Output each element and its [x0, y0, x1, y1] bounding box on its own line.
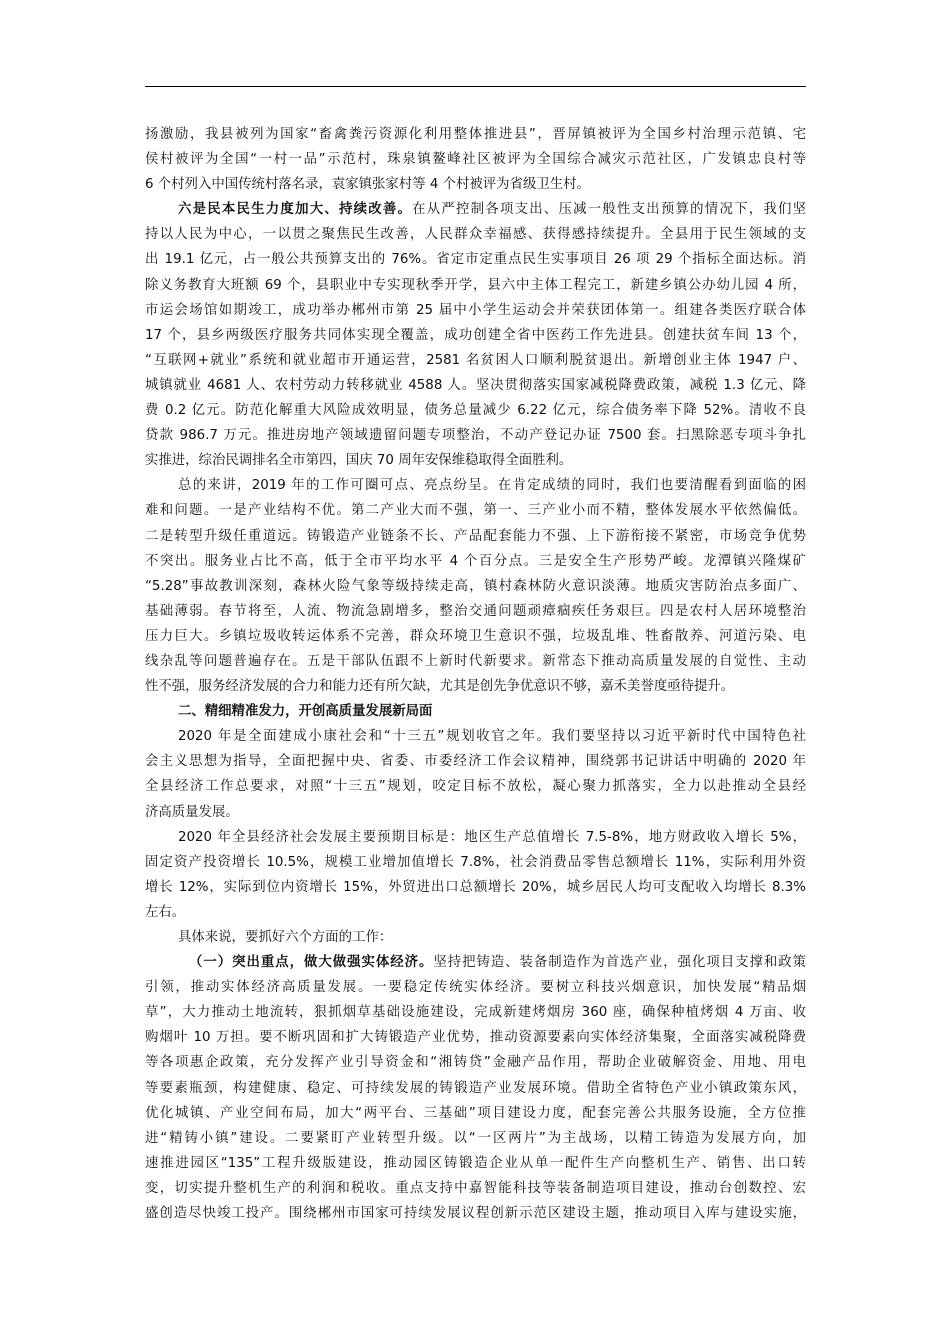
text-line: 速推进园区“135”工程升级版建设，推动园区铸锻造企业从单一配件生产向整机生产、销售、出口转 [145, 1155, 806, 1171]
text-line: 费 0.2 亿元。防范化解重大风险成效明显，债务总量减少 6.22 亿元，综合债务率下降 52%。清收不良 [145, 403, 806, 419]
paragraph-1 [145, 122, 806, 197]
text-line: 城镇就业 4681 人、农村劳动力转移就业 4588 人。坚决贯彻落实国家减税降费政策，减税 1.3 亿元、降 [145, 377, 806, 393]
text-line: 购烟叶 10 万担。要不断巩固和扩大铸锻造产业优势，推动资源要素向实体经济集聚，全面落实减税降费 [145, 1030, 806, 1046]
paragraph-2020 [145, 724, 806, 824]
text-line: 扬激励，我县被列为国家“畜禽粪污资源化利用整体推进县”，晋屏镇被评为全国乡村治理示范镇、宅 [145, 127, 806, 142]
text-line: 出 19.1 亿元，占一般公共预算支出的 76%。省定市定重点民生实事项目 26 项 29 个指标全面达标。消 [145, 252, 806, 268]
text-line: 等要素瓶颈，构建健康、稳定、可持续发展的铸锻造产业发展环境。借助全省特色产业小镇政策东风， [145, 1080, 806, 1096]
paragraph-real-economy [145, 950, 806, 1226]
text-line: 市运会场馆如期竣工，成功举办郴州市第 25 届中小学生运动会并荣获团体第一。组建各类医疗联合体 [145, 302, 806, 318]
paragraph-livelihood [145, 197, 806, 473]
text-line: 增长 12%，实际到位内资增长 15%，外贸进出口总额增长 20%，城乡居民人均可支配收入均增长 8.3% [145, 879, 806, 895]
text-line: 草”，大力推动土地流转，狠抓烟草基础设施建设，完成新建烤烟房 360 座，确保种植烤烟 4 万亩、收 [145, 1005, 806, 1021]
text-line: 等各项惠企政策，充分发挥产业引导资金和“湘铸贷”金融产品作用，帮助企业破解资金、用地、用电 [145, 1055, 806, 1071]
text-line: 优化城镇、产业空间布局，加大“两平台、三基础”项目建设力度，配套完善公共服务设施，全方位推 [145, 1105, 806, 1121]
text-line: 固定资产投资增长 10.5%，规模工业增加值增长 7.8%，社会消费品零售总额增长 11%，实际利用外资 [145, 854, 806, 870]
text-line: 引领，推动实体经济高质量发展。一要稳定传统实体经济。要树立科技兴烟意识，加快发展“精品烟 [145, 980, 806, 996]
text-line: “互联网+就业”系统和就业超市开通运营，2581 名贫困人口顺利脱贫退出。新增创业主体 1947 户、 [145, 352, 806, 368]
text-line: 侯村被评为全国“一村一品”示范村，珠泉镇鳌峰社区被评为全国综合减灾示范社区，广发镇忠良村等 [145, 152, 806, 168]
text-line: 全县经济工作总要求，对照“十三五”规划，咬定目标不放松，凝心聚力抓落实，全力以赴推动全县经 [145, 779, 806, 795]
text-line: 性不强，服务经济发展的合力和能力还有所欠缺，尤其是创先争优意识不够，嘉禾美誉度亟待提升。 [145, 679, 735, 695]
paragraph-targets [145, 825, 806, 925]
text-line: 2020 年是全面建成小康社会和“十三五”规划收官之年。我们要坚持以习近平新时代中国特色社 [178, 729, 806, 745]
text-line: 六是民本民生力度加大、持续改善。在从严控制各项支出、压减一般性支出预算的情况下，我们坚 [178, 202, 806, 218]
text-line: 变，切实提升整机生产的利润和税收。重点支持中嘉智能科技等装备制造项目建设，推动台创数控、宏 [145, 1180, 806, 1196]
paragraph-six-aspects: 具体来说，要抓好六个方面的工作： [178, 930, 393, 945]
text-line: 线杂乱等问题普遍存在。五是干部队伍跟不上新时代新要求。新常态下推动高质量发展的自觉性、主动 [145, 653, 806, 669]
text-line: 济高质量发展。 [145, 804, 239, 820]
text-line: 二是转型升级任重道远。铸锻造产业链条不长、产品配套能力不强、上下游衔接不紧密，市场竞争优势 [145, 528, 806, 544]
text-line: 压力巨大。乡镇垃圾收转运体系不完善，群众环境卫生意识不强，垃圾乱堆、牲畜散养、河道污染、电 [145, 628, 806, 644]
text-line: 总的来讲，2019 年的工作可圈可点、亮点纷呈。在肯定成绩的同时，我们也要清醒看到面临的困 [178, 478, 806, 494]
text-line: 贷款 986.7 万元。推进房地产领域遗留问题专项整治，不动产登记办证 7500 套。扫黑除恶专项斗争扎 [145, 428, 806, 444]
text-line: 除义务教育大班额 69 个，县职业中专实现秋季开学，县六中主体工程完工，新建乡镇公办幼儿园 4 所， [145, 277, 806, 293]
text-line: 持以人民为中心，一以贯之聚焦民生改善，人民群众幸福感、获得感持续提升。全县用于民生领域的支 [145, 227, 806, 243]
text-line: 盛创造尽快竣工投产。围绕郴州市国家可持续发展议程创新示范区建设主题，推动项目入库与建设实施， [145, 1206, 806, 1222]
text-line: “5.28”事故教训深刻，森林火险气象等级持续走高，镇村森林防火意识淡薄。地质灾害防治点多面广、 [145, 578, 806, 594]
text-line: （一）突出重点，做大做强实体经济。坚持把铸造、装备制造作为首选产业，强化项目支撑和政策 [189, 955, 806, 971]
text-line: 实推进，综治民调排名全市第四，国庆 70 周年安保维稳取得全面胜利。 [145, 453, 573, 469]
text-line: 不突出。服务业占比不高，低于全市平均水平 4 个百分点。三是安全生产形势严峻。龙潭镇兴隆煤矿 [145, 553, 806, 569]
paragraph-lead: （一）突出重点，做大做强实体经济。 [189, 955, 434, 971]
text-line: 基础薄弱。春节将至，人流、物流急剧增多，整治交通问题顽瘴痼疾任务艰巨。四是农村人居环境整治 [145, 603, 806, 619]
text-line: 会主义思想为指导，全面把握中央、省委、市委经济工作会议精神，围绕郭书记讲话中明确的 2020 年 [145, 754, 806, 770]
section-heading: 二、精细精准发力，开创高质量发展新局面 [178, 704, 433, 720]
header-rule [145, 86, 806, 87]
text-line: 进“精铸小镇”建设。二要紧盯产业转型升级。以“一区两片”为主战场，以精工铸造为发展方向，加 [145, 1130, 806, 1146]
text-line: 难和问题。一是产业结构不优。第二产业大而不强，第一、三产业小而不精，整体发展水平依然偏低。 [145, 503, 806, 519]
paragraph-lead: 六是民本民生力度加大、持续改善。 [178, 202, 413, 218]
document-body [145, 122, 806, 1226]
text-line: 17 个，县乡两级医疗服务共同体实现全覆盖，成功创建全省中医药工作先进县。创建扶贫车间 13 个， [145, 327, 806, 343]
text-line: 6 个村列入中国传统村落名录，袁家镇张家村等 4 个村被评为省级卫生村。 [145, 177, 590, 193]
paragraph-summary [145, 473, 806, 699]
text-line: 左右。 [145, 904, 186, 920]
text-line: 2020 年全县经济社会发展主要预期目标是：地区生产总值增长 7.5-8%，地方财政收入增长 5%， [178, 829, 806, 845]
